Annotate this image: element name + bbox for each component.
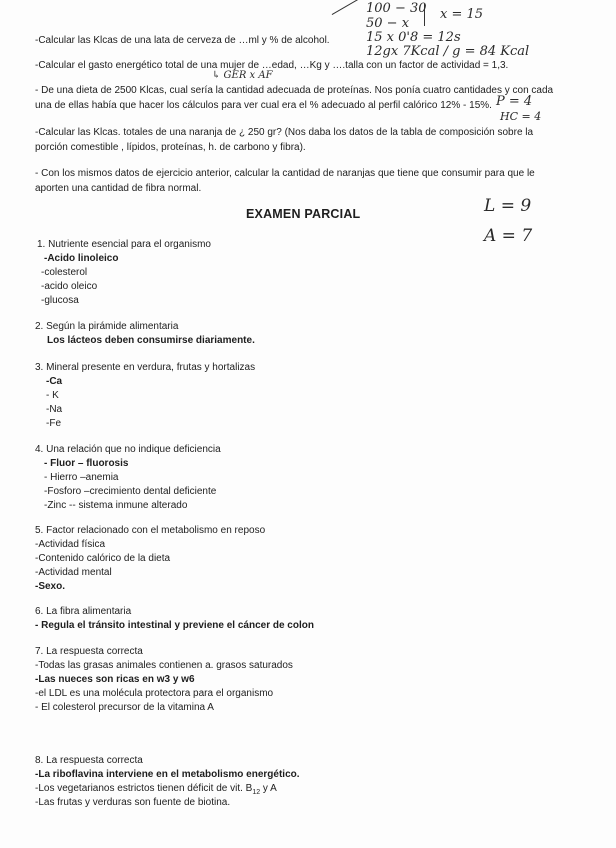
handwritten-note-line1: 100 − 30 — [366, 1, 427, 16]
q7-option-4: - El colesterol precursor de la vitamina A — [35, 702, 214, 713]
q7-option-2: -Las nueces son ricas en w3 y w6 — [35, 674, 195, 685]
q8-option-1: -La riboflavina interviene en el metabolismo energético. — [35, 769, 300, 780]
q8-option-3: -Las frutas y verduras son fuente de biotina. — [35, 797, 231, 808]
question-fiber-line2: aporten una cantidad de fibra normal. — [35, 183, 202, 194]
question-energy-expenditure: -Calcular el gasto energético total de una mujer de …edad, …Kg y ….talla con un factor de actividad = 1,3. — [35, 60, 509, 71]
question-protein-line2: una de ellas había que hacer los cálculos para ver cual era el % adecuado al perfil calórico 12% - 15%. — [35, 100, 492, 111]
question-orange-line2: porción comestible , lípidos, proteínas, h. de carbono y fibra). — [35, 142, 306, 153]
q2-stem: 2. Según la pirámide alimentaria — [35, 321, 179, 332]
q4-option-2: - Hierro –anemia — [44, 472, 119, 483]
q7-stem: 7. La respuesta correcta — [35, 646, 143, 657]
q1-stem: 1. Nutriente esencial para el organismo — [37, 239, 211, 250]
handwritten-note-l: L = 9 — [484, 196, 532, 216]
exam-title: EXAMEN PARCIAL — [246, 207, 361, 221]
q8-stem: 8. La respuesta correcta — [35, 755, 143, 766]
q3-option-1: -Ca — [46, 376, 63, 387]
question-beer-kcal: -Calcular las Klcas de una lata de cerveza de …ml y % de alcohol. — [35, 35, 330, 46]
q4-option-4: -Zinc -- sistema inmune alterado — [44, 500, 188, 511]
q1-option-2: -colesterol — [41, 267, 88, 278]
vitamin-b12-subscript: 12 — [252, 789, 261, 796]
question-fiber-line1: - Con los mismos datos de ejercicio anterior, calcular la cantidad de naranjas que tiene que consumir para que le — [35, 168, 535, 179]
q1-option-1: -Acido linoleico — [44, 253, 119, 264]
q3-option-2: - K — [46, 390, 59, 401]
question-protein-line1: - De una dieta de 2500 Klcas, cual sería la cantidad adecuada de proteínas. Nos ponía cuatro cantidades y con cada — [35, 85, 554, 96]
q3-option-3: -Na — [46, 404, 63, 415]
question-orange-line1: -Calcular las Klcas. totales de una naranja de ¿ 250 gr? (Nos daba los datos de la tabla de composición sobre la — [35, 127, 534, 138]
q6-answer: - Regula el tránsito intestinal y previene el cáncer de colon — [35, 620, 314, 631]
handwritten-note-line2: 50 − x — [366, 16, 410, 31]
q3-option-4: -Fe — [46, 418, 61, 429]
handwritten-note-a: A = 7 — [484, 226, 533, 246]
q5-option-4: -Sexo. — [35, 581, 66, 592]
q7-option-3: -el LDL es una molécula protectora para el organismo — [35, 688, 274, 699]
q5-stem: 5. Factor relacionado con el metabolismo en reposo — [35, 525, 266, 536]
q4-option-3: -Fosforo –crecimiento dental deficiente — [44, 486, 217, 497]
q8-option-2-text: -Los vegetarianos estrictos tienen déficit de vit. B — [35, 783, 253, 794]
q8-option-2 — [35, 782, 277, 795]
q5-option-3: -Actividad mental — [35, 567, 112, 578]
handwritten-note-x: x = 15 — [440, 7, 484, 22]
q7-option-1: -Todas las grasas animales contienen a. grasos saturados — [35, 660, 293, 671]
handwritten-note-ger: ↳ GER x AF — [212, 70, 273, 81]
handwritten-note-line3: 15 x 0'8 = 12s — [366, 30, 461, 45]
q4-option-1: - Fluor – fluorosis — [44, 458, 129, 469]
q1-option-3: -acido oleico — [41, 281, 98, 292]
q2-answer: Los lácteos deben consumirse diariamente. — [47, 335, 255, 346]
q1-option-4: -glucosa — [41, 295, 79, 306]
handwritten-note-hc: HC = 4 — [500, 110, 542, 123]
handwritten-note-line4: 12gx 7Kcal / g = 84 Kcal — [366, 44, 530, 59]
handwritten-note-p: P = 4 — [496, 94, 533, 109]
q3-stem: 3. Mineral presente en verdura, frutas y hortalizas — [35, 362, 256, 373]
q5-option-2: -Contenido calórico de la dieta — [35, 553, 171, 564]
q8-option-2-tail: y A — [260, 783, 277, 794]
q6-stem: 6. La fibra alimentaria — [35, 606, 132, 617]
q5-option-1: -Actividad física — [35, 539, 106, 550]
q4-stem: 4. Una relación que no indique deficiencia — [35, 444, 221, 455]
